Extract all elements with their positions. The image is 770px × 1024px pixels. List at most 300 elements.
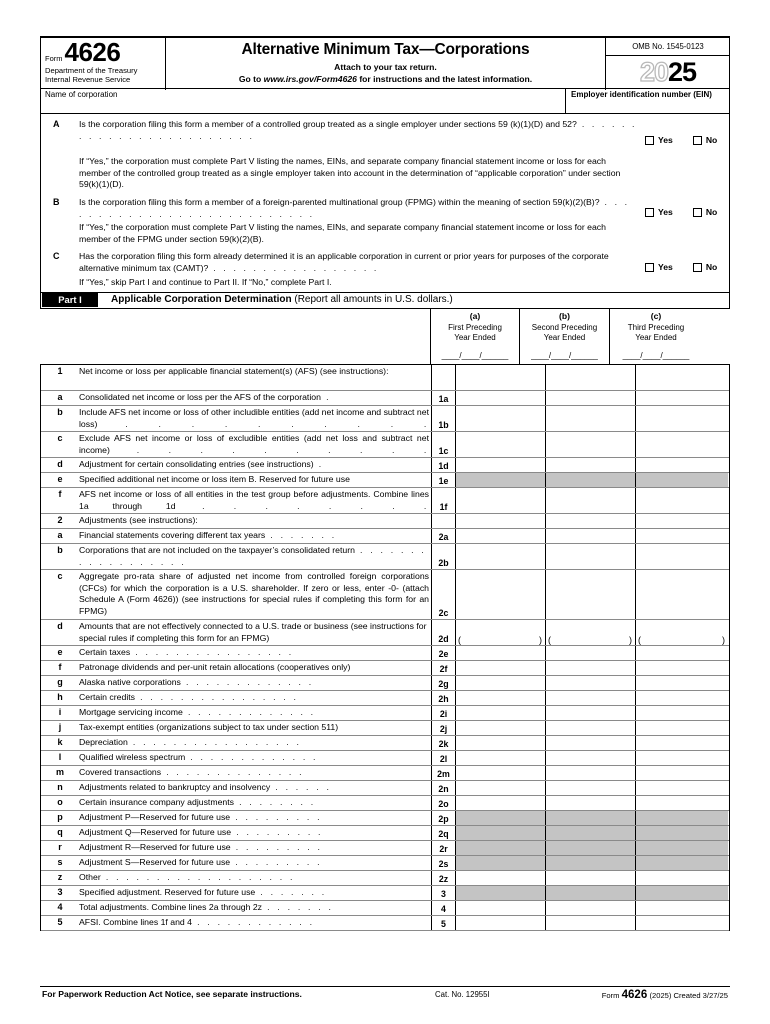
amount-input-cell[interactable] (456, 458, 545, 472)
row-description (41, 473, 431, 487)
table-row (41, 473, 729, 488)
row-line-number (431, 514, 456, 528)
reserved-cell (545, 886, 635, 900)
row-text (79, 366, 429, 378)
table-row (41, 514, 729, 529)
row-text (79, 621, 429, 644)
amount-input-cell[interactable] (545, 706, 635, 720)
row-letter: 5 (57, 917, 63, 927)
leader-dots: . . . . . . . . . . . . . . . . (130, 647, 294, 657)
reserved-cell (545, 826, 635, 840)
table-row (41, 751, 729, 766)
amount-input-cell[interactable] (635, 871, 728, 885)
table-row (41, 721, 729, 736)
amount-input-cell[interactable] (635, 691, 728, 705)
row-description (41, 514, 431, 528)
question-b-letter: B (53, 197, 60, 207)
row-description (41, 871, 431, 885)
row-letter: g (57, 677, 63, 687)
row-text-value: Amounts that are not effectively connected to a U.S. trade or business (see instructions for special rules if completing this form for an FPMG) (79, 621, 427, 643)
row-line-number: 2k (431, 736, 456, 750)
table-row (41, 432, 729, 458)
reserved-cell (635, 856, 728, 870)
column-a-letter: (a) (469, 311, 481, 321)
row-text-value: Certain credits (79, 692, 136, 702)
amount-input-cell[interactable] (456, 661, 545, 675)
amount-input-cell[interactable] (635, 646, 728, 660)
amount-input-cell[interactable] (456, 544, 545, 569)
row-text-value: Net income or loss per applicable financial statement(s) (AFS) (see instructions): (79, 366, 389, 376)
leader-dots: . . . . . . . . . . . . (192, 917, 315, 927)
ein-label: Employer identification number (EIN) (571, 90, 712, 99)
column-b-desc-2: Year Ended (543, 332, 586, 342)
row-description (41, 432, 431, 457)
paren-close: ) (629, 635, 632, 645)
row-text-value: Adjustments related to bankruptcy and insolvency (79, 782, 271, 792)
part-1-tag: Part I (42, 293, 98, 307)
ein-field[interactable] (567, 89, 729, 113)
amount-input-cell[interactable] (456, 796, 545, 810)
table-row (41, 841, 729, 856)
column-b-date-field[interactable]: ____/____/______ (531, 351, 598, 360)
goto-prefix: Go to (238, 74, 264, 84)
table-row (41, 826, 729, 841)
row-text (79, 887, 429, 899)
row-text-value: Tax-exempt entities (organizations subject to tax under section 511) (79, 722, 339, 732)
corporation-name-field[interactable] (41, 89, 566, 113)
checkbox-icon[interactable] (645, 263, 654, 272)
reserved-cell (635, 826, 728, 840)
row-line-number: 1f (431, 488, 456, 513)
reserved-cell (635, 473, 728, 487)
row-text-value: Other (79, 872, 101, 882)
amount-input-cell[interactable] (545, 488, 635, 513)
row-text-value: Adjustment Q—Reserved for future use (79, 827, 232, 837)
leader-dots: . . . . . . . . . . . . . (182, 707, 316, 717)
table-row (41, 766, 729, 781)
leader-dots: . . . . . . . . . . . . . . . . . . . (100, 872, 296, 882)
row-text-value: Adjustment S—Reserved for future use (79, 857, 231, 867)
reserved-cell (545, 856, 635, 870)
row-line-number: 2n (431, 781, 456, 795)
amount-input-cell[interactable] (545, 529, 635, 543)
row-description (41, 406, 431, 431)
row-line-number: 2q (431, 826, 456, 840)
amount-input-cell[interactable] (545, 646, 635, 660)
footer-form-id: Form 4626 (2025) Created 3/27/25 (601, 989, 728, 1001)
form-word-label: Form (45, 54, 63, 63)
amount-input-cell[interactable] (635, 781, 728, 795)
leader-dots: . . . . . . . . . . . . . (185, 752, 319, 762)
row-text-value: Adjustment R—Reserved for future use (79, 842, 231, 852)
amount-input-cell[interactable] (456, 406, 545, 431)
row-line-number: 2z (431, 871, 456, 885)
row-line-number: 1a (431, 391, 456, 405)
row-description (41, 706, 431, 720)
amount-input-cell[interactable] (456, 620, 545, 645)
amount-input-cell[interactable] (545, 676, 635, 690)
column-headers (415, 309, 730, 364)
row-text-value: Aggregate pro-rata share of adjusted net income from controlled foreign corporations (CFCs) for which the corporation is a U.S. shareholder. If zero or less, enter -0- (attach Schedule A (Form 4626)) (see instructions for special rules if completing this form for an FPMG) (79, 571, 429, 616)
row-description (41, 751, 431, 765)
table-row (41, 646, 729, 661)
row-text-value: Certain taxes (79, 647, 131, 657)
row-letter: o (57, 797, 63, 807)
row-text (79, 392, 429, 404)
row-text-value: Corporations that are not included on the taxpayer’s consolidated return (79, 545, 355, 555)
row-description (41, 721, 431, 735)
amount-input-cell[interactable] (456, 901, 545, 915)
row-text (79, 917, 429, 929)
amount-input-cell[interactable] (635, 736, 728, 750)
row-description (41, 488, 431, 513)
amount-input-cell[interactable] (456, 781, 545, 795)
table-row (41, 901, 729, 916)
question-c-no[interactable]: No (693, 262, 717, 272)
reserved-cell (456, 811, 545, 825)
amount-input-cell[interactable] (635, 796, 728, 810)
table-row (41, 916, 729, 931)
amount-input-cell[interactable] (456, 514, 545, 528)
amount-input-cell[interactable] (635, 570, 728, 619)
row-text (79, 647, 429, 659)
row-description (41, 646, 431, 660)
checkbox-icon[interactable] (693, 208, 702, 217)
amount-input-cell[interactable] (456, 736, 545, 750)
table-row (41, 811, 729, 826)
amount-input-cell[interactable] (456, 871, 545, 885)
row-description (41, 458, 431, 472)
paperwork-notice: For Paperwork Reduction Act Notice, see separate instructions. (42, 989, 302, 999)
amount-input-cell[interactable] (545, 916, 635, 930)
question-a-text: Is the corporation filing this form a member of a controlled group treated as a single employer under sections 59 (k)(1)(D) and 52? . . . . . . . . . . . . . . . . . . . . . . . . (79, 119, 638, 141)
amount-input-cell[interactable] (635, 529, 728, 543)
row-line-number: 2g (431, 676, 456, 690)
amount-input-cell[interactable] (545, 544, 635, 569)
row-description (41, 856, 431, 870)
leader-dots: . . . . . . . . . . (97, 418, 429, 429)
amount-input-cell[interactable] (456, 529, 545, 543)
column-b-letter: (b) (559, 311, 570, 321)
row-letter: l (58, 752, 62, 762)
row-text-value: Alaska native corporations (79, 677, 181, 687)
form-number: 4626 (64, 37, 121, 67)
leader-dots: . . . . . . . . . . . . . . (161, 767, 305, 777)
amount-input-cell[interactable] (635, 766, 728, 780)
amount-input-cell[interactable] (635, 901, 728, 915)
amount-input-cell[interactable] (456, 570, 545, 619)
goto-instruction (167, 74, 604, 84)
table-row (41, 365, 729, 391)
question-c-text: Has the corporation filing this form already determined it is an applicable corporation in current or prior years for purposes of the corporate alternative minimum tax (CAMT)? . . . . . . . . . . . . . . . . . (79, 251, 609, 273)
column-header-c (609, 309, 702, 364)
amount-input-cell[interactable] (545, 365, 635, 390)
row-letter: 2 (57, 515, 63, 525)
question-c-note: If “Yes,” skip Part I and continue to Part II. If “No,” complete Part I. (79, 277, 332, 287)
leader-dots: . . . . . . . . . (230, 812, 323, 822)
tax-year-suffix: 25 (668, 57, 697, 87)
row-text (79, 530, 429, 542)
row-letter: n (57, 782, 63, 792)
part-1-title: Applicable Corporation Determination (Report all amounts in U.S. dollars.) (111, 294, 453, 305)
column-c-desc-1: Third Preceding (627, 323, 685, 332)
row-description (41, 529, 431, 543)
amount-input-cell[interactable] (545, 458, 635, 472)
row-text (79, 662, 429, 674)
row-line-number: 2r (431, 841, 456, 855)
row-text (79, 459, 429, 471)
amount-input-cell[interactable] (456, 691, 545, 705)
leader-dots: . (320, 392, 332, 402)
amount-input-cell[interactable] (456, 916, 545, 930)
amount-input-cell[interactable] (456, 432, 545, 457)
reserved-cell (635, 811, 728, 825)
table-row (41, 676, 729, 691)
checkbox-icon[interactable] (693, 263, 702, 272)
row-description (41, 391, 431, 405)
amount-input-cell[interactable] (635, 458, 728, 472)
row-line-number (431, 365, 456, 390)
amount-input-cell[interactable] (456, 721, 545, 735)
row-line-number: 4 (431, 901, 456, 915)
amount-input-cell[interactable] (635, 544, 728, 569)
question-a-yes[interactable]: Yes (645, 135, 673, 145)
row-text-value: Mortgage servicing income (79, 707, 183, 717)
table-row (41, 886, 729, 901)
amount-input-cell[interactable] (635, 661, 728, 675)
amount-input-cell[interactable] (545, 871, 635, 885)
row-letter: d (57, 459, 63, 469)
row-text-value: Include AFS net income or loss of other includible entities (add net income and subtract net loss) (79, 407, 429, 429)
table-row (41, 661, 729, 676)
checkbox-icon[interactable] (645, 208, 654, 217)
question-a-note: If “Yes,” the corporation must complete Part V listing the names, EINs, and separate company financial statement income or loss for each member of the controlled group treated as a single employer taken into account in the determination of “applicable corporation” under section 59(k)(1)(D). (79, 156, 621, 190)
leader-dots: . . . . . . . (265, 530, 337, 540)
row-line-number: 2d (431, 620, 456, 645)
amount-input-cell[interactable] (545, 432, 635, 457)
leader-dots: . . . . . . . (255, 887, 327, 897)
amount-input-cell[interactable] (635, 721, 728, 735)
amount-input-cell[interactable] (456, 706, 545, 720)
column-a-desc-2: Year Ended (454, 332, 496, 342)
row-description (41, 781, 431, 795)
column-a-desc-1: First Preceding (448, 323, 502, 332)
amount-input-cell[interactable] (635, 706, 728, 720)
reserved-cell (456, 826, 545, 840)
footer-rule (40, 986, 730, 987)
row-text-value: Consolidated net income or loss per the AFS of the corporation (79, 392, 321, 402)
amount-input-cell[interactable] (545, 570, 635, 619)
leader-dots: . . . . . . . . . . . . . . . . . (208, 262, 379, 273)
question-b-yes[interactable]: Yes (645, 207, 673, 217)
reserved-cell (456, 473, 545, 487)
amount-input-cell[interactable] (545, 691, 635, 705)
amount-input-cell[interactable] (545, 901, 635, 915)
row-line-number: 1d (431, 458, 456, 472)
row-text-value: Certain insurance company adjustments (79, 797, 235, 807)
amount-input-cell[interactable] (545, 661, 635, 675)
reserved-cell (545, 811, 635, 825)
row-description (41, 916, 431, 930)
table-row (41, 458, 729, 473)
amount-input-cell[interactable] (635, 916, 728, 930)
row-text-value: Financial statements covering different tax years (79, 530, 266, 540)
row-text-value: AFSI. Combine lines 1f and 4 (79, 917, 192, 927)
amount-input-cell[interactable] (635, 676, 728, 690)
reserved-cell (456, 856, 545, 870)
form-header (40, 36, 730, 88)
amount-input-cell[interactable] (635, 432, 728, 457)
question-b-no[interactable]: No (693, 207, 717, 217)
column-c-date-field[interactable]: ____/____/______ (622, 351, 690, 360)
amount-input-cell[interactable] (635, 751, 728, 765)
question-a-answer-group (645, 135, 717, 145)
table-row (41, 391, 729, 406)
reserved-cell (635, 886, 728, 900)
amount-input-cell[interactable] (456, 365, 545, 390)
row-description (41, 841, 431, 855)
amount-input-cell[interactable] (635, 488, 728, 513)
amount-input-cell[interactable] (635, 365, 728, 390)
reserved-cell (456, 841, 545, 855)
row-line-number: 2f (431, 661, 456, 675)
row-letter: f (58, 489, 62, 499)
question-a-no[interactable]: No (693, 135, 717, 145)
question-b-text: Is the corporation filing this form a member of a foreign-parented multinational group (FPMG) within the meaning of section 59(k)(2)(B)? . . . . . . . . . . . . . . . . . . . . . . . . . . . (79, 197, 630, 219)
amount-input-cell[interactable] (635, 406, 728, 431)
amount-input-cell[interactable] (545, 391, 635, 405)
amount-input-cell[interactable] (545, 514, 635, 528)
amount-input-cell[interactable] (456, 676, 545, 690)
row-text-value: AFS net income or loss of all entities in the test group before adjustments. Combine lines 1a through 1d (79, 489, 429, 511)
leader-dots: . . . . . . . . . (230, 842, 323, 852)
leader-dots: . . . . . . . . . . (109, 444, 429, 455)
tax-year-prefix: 20 (639, 57, 668, 87)
row-letter: m (55, 767, 64, 777)
dept-line-1: Department of the Treasury (45, 65, 138, 75)
row-text (79, 677, 429, 689)
amount-input-cell[interactable] (456, 766, 545, 780)
name-ein-row (40, 88, 730, 114)
row-text (79, 797, 429, 809)
row-description (41, 826, 431, 840)
omb-number: OMB No. 1545-0123 (606, 38, 730, 56)
questions-block (40, 114, 730, 293)
amount-input-cell[interactable] (456, 646, 545, 660)
row-text (79, 812, 429, 824)
row-text-value: Exclude AFS net income or loss of excludible entities (add net loss and subtract net income) (79, 433, 429, 455)
row-text-value: Patronage dividends and per-unit retain allocations (cooperatives only) (79, 662, 351, 672)
amount-input-cell[interactable] (545, 766, 635, 780)
checkbox-icon[interactable] (645, 136, 654, 145)
row-letter: i (58, 707, 62, 717)
amount-input-cell[interactable] (545, 751, 635, 765)
row-text (79, 707, 429, 719)
row-line-number: 1c (431, 432, 456, 457)
row-line-number: 2i (431, 706, 456, 720)
row-text (79, 474, 429, 486)
row-line-number: 2b (431, 544, 456, 569)
column-c-letter: (c) (650, 311, 662, 321)
row-line-number: 2c (431, 570, 456, 619)
question-c-yes[interactable]: Yes (645, 262, 673, 272)
amount-input-cell[interactable] (456, 488, 545, 513)
amount-input-cell[interactable] (456, 391, 545, 405)
reserved-cell (545, 841, 635, 855)
table-row (41, 871, 729, 886)
reserved-cell (635, 841, 728, 855)
row-description (41, 811, 431, 825)
row-letter: r (58, 842, 62, 852)
catalog-number: Cat. No. 12955I (435, 990, 490, 999)
table-row (41, 529, 729, 544)
amount-input-cell[interactable] (635, 620, 728, 645)
column-header-b (519, 309, 609, 364)
row-letter: e (57, 474, 63, 484)
table-row (41, 781, 729, 796)
row-text-value: Covered transactions (79, 767, 162, 777)
amount-input-cell[interactable] (545, 736, 635, 750)
leader-dots: . . . . . . . . . . . . . (180, 677, 314, 687)
amount-input-cell[interactable] (456, 751, 545, 765)
row-text (79, 827, 429, 839)
leader-dots: . . . . . . . . (175, 500, 429, 511)
goto-url[interactable]: www.irs.gov/Form4626 (263, 74, 357, 84)
paren-close: ) (722, 635, 725, 645)
row-letter: a (57, 392, 63, 402)
row-letter: d (57, 621, 63, 631)
page-title: Alternative Minimum Tax—Corporations (241, 41, 530, 58)
row-line-number: 3 (431, 886, 456, 900)
row-letter: b (57, 407, 63, 417)
amount-input-cell[interactable] (545, 781, 635, 795)
row-text (79, 872, 429, 884)
amount-input-cell[interactable] (545, 796, 635, 810)
row-letter: 1 (57, 366, 63, 376)
row-text (79, 767, 429, 779)
row-description (41, 544, 431, 569)
amount-input-cell[interactable] (545, 620, 635, 645)
row-letter: c (57, 571, 63, 581)
column-a-date-field[interactable]: ____/____/______ (441, 351, 509, 360)
row-description (41, 766, 431, 780)
row-letter: p (57, 812, 63, 822)
leader-dots: . . . . . . . . . . . . . . . . (135, 692, 299, 702)
row-description (41, 676, 431, 690)
amount-input-cell[interactable] (545, 406, 635, 431)
goto-suffix: for instructions and the latest information. (356, 74, 533, 84)
row-text-value: Qualified wireless spectrum (79, 752, 186, 762)
checkbox-icon[interactable] (693, 136, 702, 145)
amount-input-cell[interactable] (635, 391, 728, 405)
amount-input-cell[interactable] (635, 514, 728, 528)
row-description (41, 796, 431, 810)
row-line-number: 2l (431, 751, 456, 765)
row-letter: h (57, 692, 63, 702)
row-text-value: Adjustments (see instructions): (79, 515, 198, 525)
row-line-number: 1e (431, 473, 456, 487)
amount-input-cell[interactable] (545, 721, 635, 735)
row-text (79, 752, 429, 764)
column-header-a (430, 309, 519, 364)
row-letter: b (57, 545, 63, 555)
row-letter: j (58, 722, 62, 732)
leader-dots: . . . . . . (270, 782, 332, 792)
row-text-value: Specified adjustment. Reserved for future use (79, 887, 256, 897)
row-text-value: Depreciation (79, 737, 128, 747)
form-title-block (167, 38, 604, 90)
paren-open: ( (548, 635, 551, 645)
